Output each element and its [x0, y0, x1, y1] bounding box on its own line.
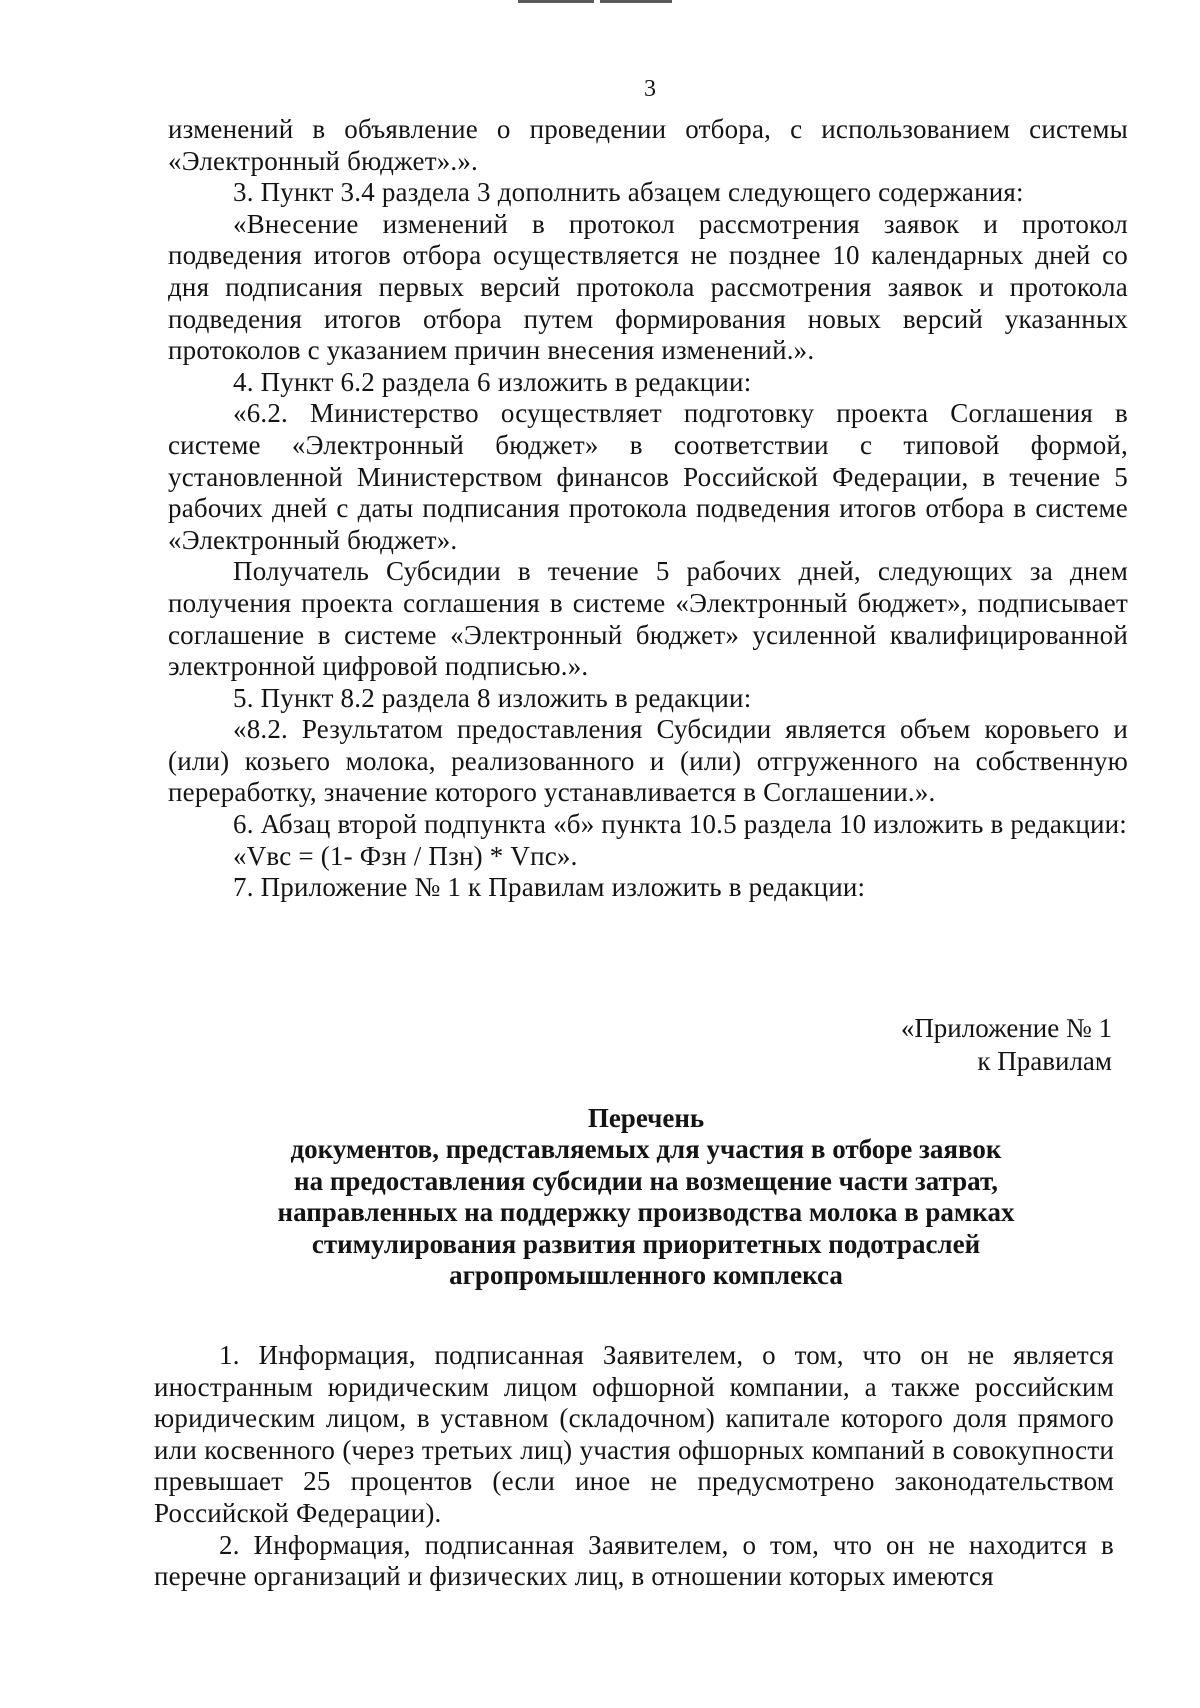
paragraph-item-5-quote: «8.2. Результатом предоставления Субсидии является объем коровьего и (или) козьего молока, реализованного и (или) отгруженного на собственную переработку, значение которого устанавливается в Соглашении.». — [168, 714, 1128, 808]
paragraph-continuation: изменений в объявление о проведении отбора, с использованием системы «Электронный бюджет».». — [168, 114, 1128, 176]
list-item-2: 2. Информация, подписанная Заявителем, о том, что он не находится в перечне организаций и физических лиц, в отношении которых имеются — [154, 1529, 1114, 1592]
list-item-1: 1. Информация, подписанная Заявителем, о том, что он не является иностранным юридическим лицом офшорной компании, а также российским юридическим лицом, в уставном (складочном) капитале которого доля прямого или косвенного (через третьих лиц) участия офшорных компаний в совокупности превышает 25 процентов (если иное не предусмотрено законодательством Российской Федерации). — [154, 1340, 1114, 1528]
appendix-header — [901, 1012, 1112, 1078]
appendix-number: «Приложение № 1 — [900, 1013, 1112, 1043]
title-line: направленных на поддержку производства молока в рамках — [277, 1197, 1015, 1228]
amendments-text — [168, 114, 1128, 904]
appendix-reference: к Правилам — [977, 1046, 1112, 1076]
paragraph-item-4: 4. Пункт 6.2 раздела 6 изложить в редакции: — [233, 366, 752, 397]
title-line: на предоставления субсидии на возмещение части затрат, — [294, 1165, 998, 1196]
title-line: стимулирования развития приоритетных подотраслей — [311, 1228, 981, 1259]
paragraph-item-4-quote-2: Получатель Субсидии в течение 5 рабочих дней, следующих за днем получения проекта соглашения в системе «Электронный бюджет», подписывает соглашение в системе «Электронный бюджет» усиленной квалифицированной электронной цифровой подписью.». — [168, 556, 1128, 682]
formula: «Vвс = (1- Фзн / Пзн) * Vпс». — [233, 840, 578, 871]
documents-list — [154, 1340, 1114, 1593]
paragraph-item-3-quote: «Внесение изменений в протокол рассмотрения заявок и протокол подведения итогов отбора осуществляется не позднее 10 календарных дней со дня подписания первых версий протокола рассмотрения заявок и протокола подведения итогов отбора путем формирования новых версий указанных протоколов с указанием причин внесения изменений.». — [168, 208, 1128, 366]
paragraph-item-4-quote: «6.2. Министерство осуществляет подготовку проекта Соглашения в системе «Электронный бюджет» в соответствии с типовой формой, установленной Министерством финансов Российской Федерации, в течение 5 рабочих дней с даты подписания протокола подведения итогов отбора в системе «Электронный бюджет». — [168, 398, 1128, 555]
paragraph-item-6: 6. Абзац второй подпункта «б» пункта 10.5 раздела 10 изложить в редакции: — [233, 809, 1128, 840]
title-line: агропромышленного комплекса — [449, 1260, 843, 1291]
title-line: Перечень — [587, 1103, 705, 1133]
scan-edge-mark — [518, 0, 594, 3]
document-title — [166, 1103, 1126, 1291]
page-number: 3 — [644, 76, 656, 102]
title-line: документов, представляемых для участия в отборе заявок — [290, 1134, 1002, 1165]
paragraph-item-5: 5. Пункт 8.2 раздела 8 изложить в редакции: — [233, 682, 752, 713]
paragraph-item-7: 7. Приложение № 1 к Правилам изложить в редакции: — [233, 872, 866, 903]
scan-edge-mark — [600, 0, 672, 3]
paragraph-item-3: 3. Пункт 3.4 раздела 3 дополнить абзацем следующего содержания: — [233, 177, 1024, 208]
